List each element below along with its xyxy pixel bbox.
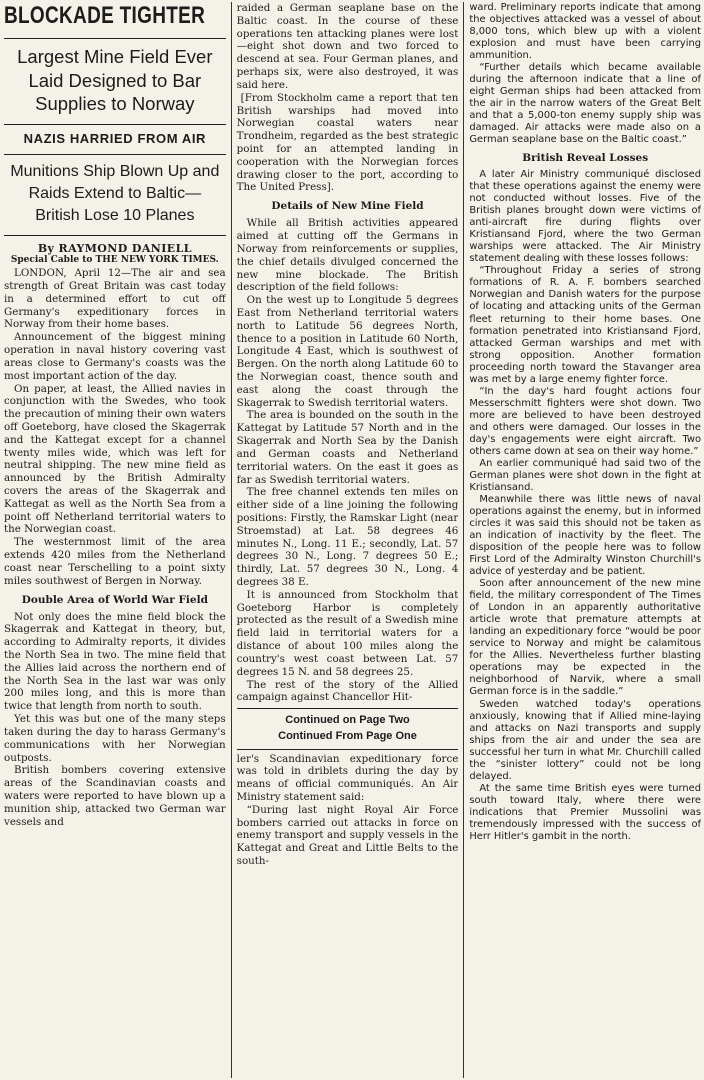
deck-line: Largest Mine Field Ever: [17, 45, 213, 67]
paragraph: Not only does the mine field block the Skagerrak and Kattegat in theory, but, according to Admiralty reports, it divides the North Sea in two. The mine field that the Allies laid across the northern end of the North Sea in the last war was only 200 miles long, and this is more than twice that length from north to south.: [4, 610, 226, 713]
paragraph: “In the day's hard fought actions four Messerschmitt fighters were shot down. Two more are believed to have been destroyed and others were damaged. Our losses in the day's engagements were eight aircraft. Two others came down at sea on their way home.”: [469, 385, 701, 457]
paragraph: At the same time British eyes were turned south toward Italy, where there were indications that Premier Mussolini was tremendously impressed with the success of Herr Hitler's gambit in the north.: [469, 782, 701, 842]
continued-on-label: Continued on Page Two: [285, 714, 410, 727]
deck2-line: Munitions Ship Blown Up and: [10, 162, 220, 180]
paragraph: An earlier communiqué had said two of the German planes were shot down in the fight at Kristiansand.: [469, 457, 701, 493]
paragraph: It is announced from Stockholm that Goeteborg Harbor is completely protected as the result of a Swedish mine field laid in territorial waters for a distance of about 100 miles along the country's west coast between Lat. 57 degrees 15 N. and 58 degrees 25.: [236, 588, 459, 678]
paragraph: raided a German seaplane base on the Baltic coast. In the course of these operations ten attacking planes were lost—eight shot down and two forced to descend at sea. Four German planes, and perhaps six, were also destroyed, it was said here.: [236, 2, 459, 91]
paragraph: “During last night Royal Air Force bombers carried out attacks in force on enemy transport and supply vessels in the Kattegat and Great and Little Belts to the south-: [236, 803, 459, 867]
paragraph: The westernmost limit of the area extends 420 miles from the Netherland coast near Terschelling to a point sixty miles southwest of Bergen in Norway.: [4, 536, 226, 587]
divider: [4, 235, 226, 236]
paragraph: Sweden watched today's operations anxiously, knowing that if Allied mine-laying and attacks on Nazi transports and supply ships from the air and under the sea are successful her turn in what Mr. Churchill called the “sinister lottery” could not be long delayed.: [469, 698, 701, 782]
column-3: [463, 2, 701, 1078]
divider: [4, 154, 226, 155]
main-headline: BLOCKADE TIGHTER: [4, 2, 206, 29]
section-heading: Double Area of World War Field: [21, 593, 208, 606]
section-heading: Details of New Mine Field: [271, 200, 424, 213]
divider: [237, 708, 459, 709]
paragraph: LONDON, April 12—The air and sea strength of Great Britain was cast today in a determined effort to cut off Germany's expeditionary forces in Norway from their home bases.: [4, 267, 226, 331]
column-1: [4, 2, 226, 1078]
deck-headline: [4, 45, 226, 116]
section-heading: British Reveal Losses: [522, 152, 649, 165]
divider: [4, 124, 226, 125]
paragraph: “Further details which became available during the afternoon indicate that a line of eight German ships had been attacked from the air in the narrow waters of the Great Belt and that a 5,000-ton enemy supply ship was damaged. Air attacks were made also on a German seaplane base on the Baltic coast.”: [469, 62, 701, 146]
bracketed-report: [From Stockholm came a report that ten British warships had moved into Norwegian coastal waters near Trondheim, regarded as the best strategic point for an attempted landing in cooperation with the Norwegian forces drawing closer to the port, according to The United Press].: [236, 91, 459, 194]
paragraph: On paper, at least, the Allied navies in conjunction with the Swedes, who took the precaution of mining their own waters off Goeteborg, have closed the Skagerrak and the Kattegat except for a channel twenty miles wide, which was left for neutral shipping. The new mine field as announced by the British Admiralty covers the areas of the Skagerrak and Kattegat as well as the North Sea from a point off Netherland territorial waters to the Norwegian coast.: [4, 382, 226, 536]
column-2: [231, 2, 459, 1078]
paragraph: “Throughout Friday a series of strong formations of R. A. F. bombers searched Norwegian and Danish waters for the purpose of locating and attacking units of the German fleet returning to their home bases. One formation penetrated into Kristiansand Fjord, attacked German warships and met with strong opposition. Another formation proceeding north toward the Stavanger area was met by a large enemy fighter force.: [469, 265, 701, 385]
paragraph: The free channel extends ten miles on either side of a line joining the following positions: Firstly, the Ramskar Light (near Stroemstad) at Lat. 58 degrees 46 minutes N., Long. 11 E.; secondly, Lat. 57 degrees 30 N., Long. 7 degrees 50 E.; thirdly, Lat. 57 degrees 30 N., Long. 4 degrees 38 E.: [236, 486, 459, 588]
deck2-line: British Lose 10 Planes: [35, 207, 195, 225]
deck-line: Supplies to Norway: [35, 93, 195, 115]
paragraph: ward. Preliminary reports indicate that among the objectives attacked was a vessel of about 8,000 tons, which blew up with a violent explosion and must have been carrying ammunition.: [469, 2, 701, 62]
paragraph: The rest of the story of the Allied campaign against Chancellor Hit-: [236, 678, 459, 704]
paragraph: While all British activities appeared aimed at cutting off the Germans in Norway from reinforcements or supplies, the chief details divulged concerned the new mine blockade. The British description of the field follows:: [236, 217, 459, 294]
wire-credit: Special Cable to THE NEW YORK TIMES.: [10, 255, 219, 266]
secondary-deck: [4, 161, 226, 227]
paragraph: The area is bounded on the south in the Kattegat by Latitude 57 North and in the Skagerrak and North Sea by the Danish and German coasts and Netherland territorial waters. On the east it goes as far as Swedish territorial waters.: [236, 409, 459, 486]
deck-line: Laid Designed to Bar: [28, 69, 202, 91]
continued-from-label: Continued From Page One: [278, 729, 417, 742]
subheadline: NAZIS HARRIED FROM AIR: [23, 130, 207, 146]
paragraph: Soon after announcement of the new mine field, the military correspondent of The Times of London in an apparently authoritative article wrote that premature attempts at landing an expeditionary force “would be poor service to Norway and might be calamitous for the Allies. Nevertheless further blasting operations may be expected in the neighborhood of Narvik, where a small German force is in the saddle.”: [469, 578, 701, 698]
paragraph: Yet this was but one of the many steps taken during the day to harass Germany's communications with her Norwegian outposts.: [4, 713, 226, 764]
paragraph: Announcement of the biggest mining operation in naval history covering vast areas close to Germany's coasts was the most important action of the day.: [4, 331, 226, 382]
byline: By RAYMOND DANIELL: [37, 242, 192, 256]
divider: [237, 749, 459, 750]
article-body-col2: [237, 2, 459, 868]
paragraph: British bombers covering extensive areas of the Scandinavian coasts and waters were reported to have blown up a munition ship, attacked two German war vessels and: [4, 764, 226, 828]
article-body-col3: [469, 2, 701, 843]
paragraph: On the west up to Longitude 5 degrees East from Netherland territorial waters north to Latitude 56 degrees North, thence to a position in Latitude 60 North, Longitude 4 East, which is southwest of Bergen. On the north along Latitude 60 to the Norwegian coast, thence south and east along the coast through the Skagerrak to Swedish territorial waters.: [236, 294, 459, 409]
article-body-col1: [4, 267, 226, 828]
paragraph: Meanwhile there was little news of naval operations against the enemy, but in informed circles it was said this should not be taken as an indication of inactivity by the fleet. The disposition of the people here was to follow First Lord of the Admiralty Winston Churchill's advice of yesterday and be patient.: [469, 493, 701, 578]
paragraph: A later Air Ministry communiqué disclosed that these operations against the enemy were not conducted without losses. Five of the British planes brought down were victims of anti-aircraft fire during flights over Kristiansand Fjord, where the two German warships were attacked. The Air Ministry statement dealing with these losses follows:: [469, 169, 701, 265]
divider: [4, 38, 226, 39]
deck2-line: Raids Extend to Baltic—: [28, 185, 202, 203]
paragraph: ler's Scandinavian expeditionary force was told in driblets during the day by means of official communiqués. An Air Ministry statement said:: [236, 752, 459, 803]
